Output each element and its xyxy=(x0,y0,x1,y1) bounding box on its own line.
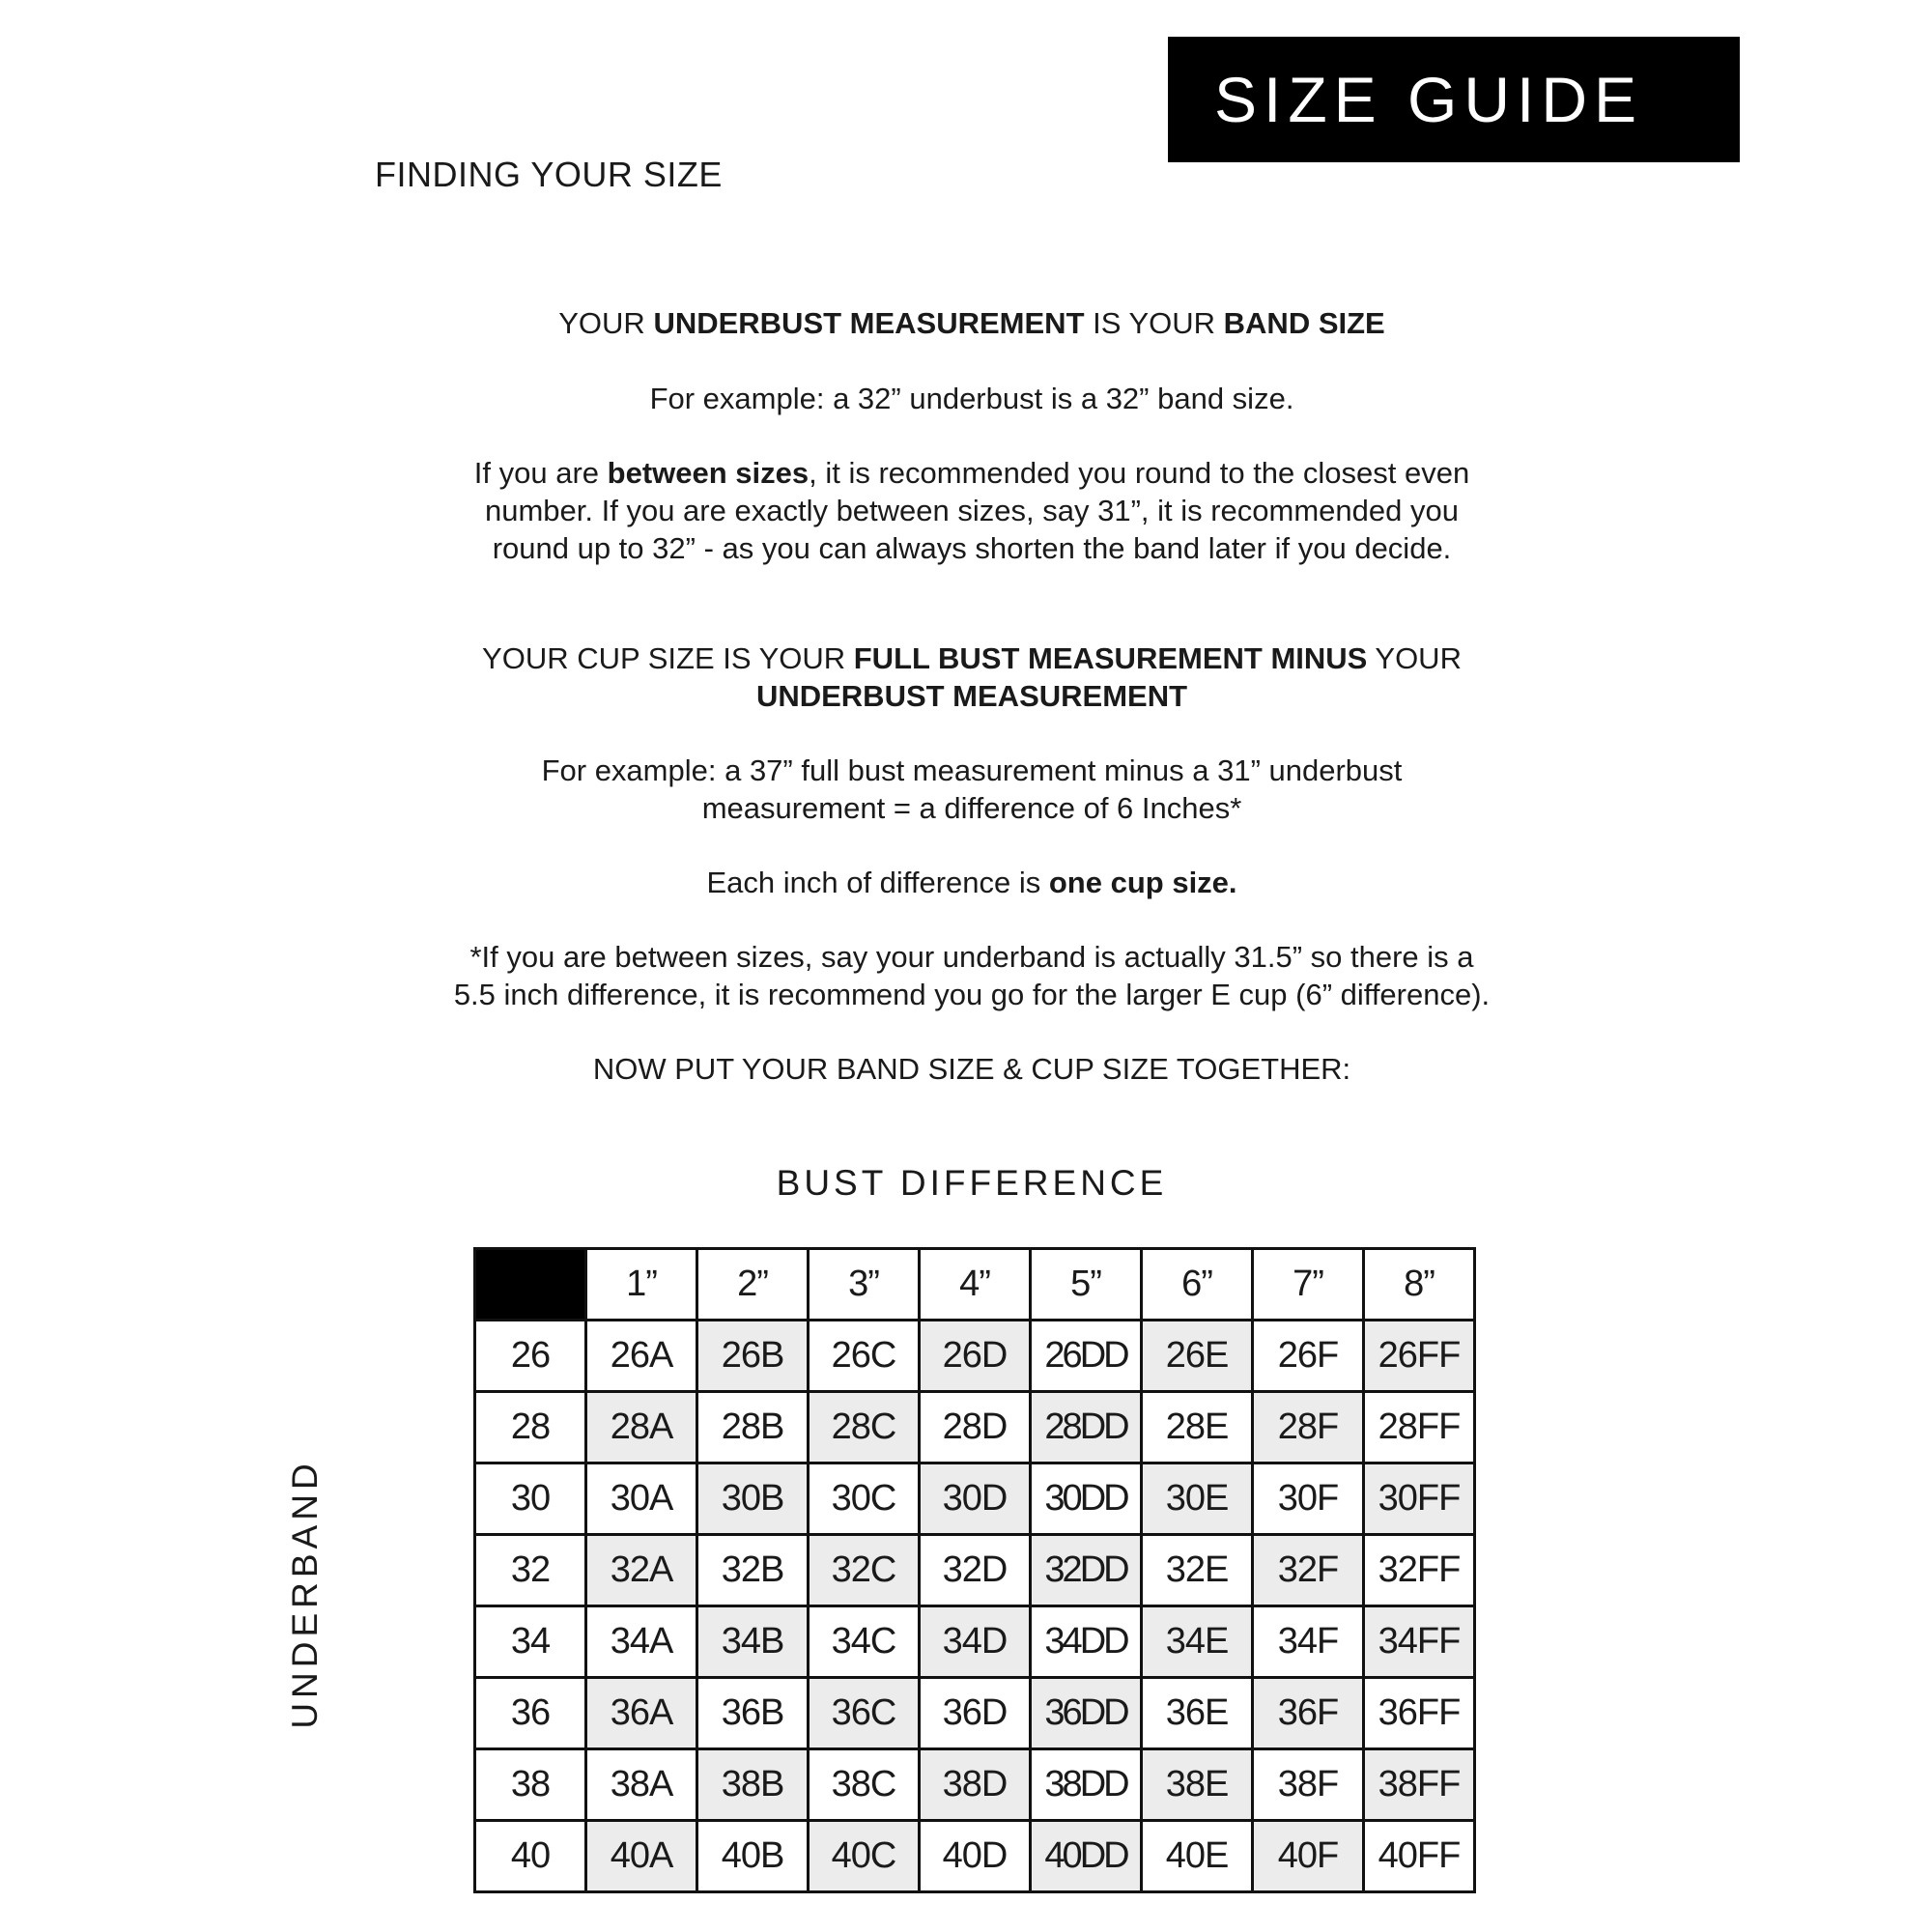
bra-size-cell: 26B xyxy=(697,1321,809,1392)
bra-size-cell: 32DD xyxy=(1031,1535,1142,1606)
bra-size-cell: 40F xyxy=(1253,1821,1364,1892)
bra-size-cell: 36B xyxy=(697,1678,809,1749)
bra-size-cell: 26D xyxy=(920,1321,1031,1392)
band-size-cell: 32 xyxy=(475,1535,586,1606)
bra-size-cell: 40D xyxy=(920,1821,1031,1892)
bra-size-cell: 28C xyxy=(809,1392,920,1463)
bra-size-cell: 34B xyxy=(697,1606,809,1678)
bra-size-cell: 38C xyxy=(809,1749,920,1821)
column-header-cell: 1” xyxy=(586,1249,697,1321)
bra-size-cell: 30D xyxy=(920,1463,1031,1535)
bra-size-cell: 30DD xyxy=(1031,1463,1142,1535)
table-row xyxy=(475,1321,1475,1392)
table-corner-cell xyxy=(475,1249,586,1321)
bra-size-cell: 38A xyxy=(586,1749,697,1821)
bra-size-cell: 40FF xyxy=(1364,1821,1475,1892)
table-row xyxy=(475,1606,1475,1678)
column-header-cell: 6” xyxy=(1142,1249,1253,1321)
bra-size-cell: 28D xyxy=(920,1392,1031,1463)
bra-size-cell: 28F xyxy=(1253,1392,1364,1463)
band-size-cell: 28 xyxy=(475,1392,586,1463)
bra-size-cell: 38DD xyxy=(1031,1749,1142,1821)
bra-size-cell: 36C xyxy=(809,1678,920,1749)
bra-size-cell: 38D xyxy=(920,1749,1031,1821)
bra-size-cell: 30E xyxy=(1142,1463,1253,1535)
bra-size-cell: 28FF xyxy=(1364,1392,1475,1463)
bra-size-cell: 26E xyxy=(1142,1321,1253,1392)
bra-size-cell: 38F xyxy=(1253,1749,1364,1821)
band-size-cell: 40 xyxy=(475,1821,586,1892)
column-header-cell: 2” xyxy=(697,1249,809,1321)
bra-size-cell: 30F xyxy=(1253,1463,1364,1535)
cup-size-heading: YOUR CUP SIZE IS YOUR FULL BUST MEASUREMENT MINUS YOUR UNDERBUST MEASUREMENT xyxy=(482,641,1462,713)
bra-size-cell: 36DD xyxy=(1031,1678,1142,1749)
table-header-row xyxy=(475,1249,1475,1321)
table-row xyxy=(475,1821,1475,1892)
between-sizes-note: *If you are between sizes, say your underband is actually 31.5” so there is a 5.5 inch difference, it is recommend you go for the larger E cup (6” difference). xyxy=(453,940,1491,1011)
bra-size-cell: 30B xyxy=(697,1463,809,1535)
bra-size-cell: 40C xyxy=(809,1821,920,1892)
size-chart-table xyxy=(473,1247,1476,1893)
bra-size-cell: 30C xyxy=(809,1463,920,1535)
column-header-cell: 8” xyxy=(1364,1249,1475,1321)
bra-size-cell: 30FF xyxy=(1364,1463,1475,1535)
bra-size-cell: 28DD xyxy=(1031,1392,1142,1463)
bust-difference-title: BUST DIFFERENCE xyxy=(776,1163,1168,1203)
bra-size-cell: 38FF xyxy=(1364,1749,1475,1821)
cup-size-example: For example: a 37” full bust measurement minus a 31” underbust measurement = a difference of 6 Inches* xyxy=(541,753,1403,825)
bra-size-cell: 34C xyxy=(809,1606,920,1678)
bra-size-cell: 34DD xyxy=(1031,1606,1142,1678)
bra-size-cell: 32F xyxy=(1253,1535,1364,1606)
bra-size-cell: 28B xyxy=(697,1392,809,1463)
column-header-cell: 7” xyxy=(1253,1249,1364,1321)
bra-size-cell: 32B xyxy=(697,1535,809,1606)
bra-size-cell: 38E xyxy=(1142,1749,1253,1821)
bra-size-cell: 38B xyxy=(697,1749,809,1821)
table-row xyxy=(475,1678,1475,1749)
column-header-cell: 4” xyxy=(920,1249,1031,1321)
column-header-cell: 5” xyxy=(1031,1249,1142,1321)
bra-size-cell: 28E xyxy=(1142,1392,1253,1463)
bra-size-cell: 32E xyxy=(1142,1535,1253,1606)
band-size-cell: 38 xyxy=(475,1749,586,1821)
bra-size-cell: 40E xyxy=(1142,1821,1253,1892)
bra-size-cell: 40B xyxy=(697,1821,809,1892)
bra-size-cell: 34E xyxy=(1142,1606,1253,1678)
bra-size-cell: 40A xyxy=(586,1821,697,1892)
page-subtitle: FINDING YOUR SIZE xyxy=(375,155,723,194)
bra-size-cell: 34D xyxy=(920,1606,1031,1678)
band-size-example: For example: a 32” underbust is a 32” band size. xyxy=(649,382,1294,415)
bra-size-cell: 34A xyxy=(586,1606,697,1678)
bra-size-cell: 28A xyxy=(586,1392,697,1463)
bra-size-cell: 36D xyxy=(920,1678,1031,1749)
bra-size-cell: 32A xyxy=(586,1535,697,1606)
combine-instruction: NOW PUT YOUR BAND SIZE & CUP SIZE TOGETHER: xyxy=(592,1052,1351,1086)
column-header-cell: 3” xyxy=(809,1249,920,1321)
bra-size-cell: 34F xyxy=(1253,1606,1364,1678)
bra-size-cell: 30A xyxy=(586,1463,697,1535)
bra-size-cell: 36F xyxy=(1253,1678,1364,1749)
bra-size-cell: 34FF xyxy=(1364,1606,1475,1678)
between-sizes-paragraph: If you are between sizes, it is recommended you round to the closest even number. If you are exactly between sizes, say 31”, it is recommended you round up to 32” - as you can always shorten the band later if you decide. xyxy=(473,456,1470,565)
size-guide-title: SIZE GUIDE xyxy=(1214,64,1644,135)
underband-axis-label: UNDERBAND xyxy=(285,1459,325,1729)
band-size-cell: 26 xyxy=(475,1321,586,1392)
band-size-cell: 36 xyxy=(475,1678,586,1749)
bra-size-cell: 36FF xyxy=(1364,1678,1475,1749)
bra-size-cell: 26C xyxy=(809,1321,920,1392)
bra-size-cell: 32D xyxy=(920,1535,1031,1606)
bra-size-cell: 26F xyxy=(1253,1321,1364,1392)
size-guide-badge xyxy=(1168,37,1740,162)
table-row xyxy=(475,1392,1475,1463)
table-row xyxy=(475,1749,1475,1821)
bra-size-cell: 36A xyxy=(586,1678,697,1749)
bra-size-cell: 40DD xyxy=(1031,1821,1142,1892)
band-size-cell: 34 xyxy=(475,1606,586,1678)
table-row xyxy=(475,1535,1475,1606)
bra-size-cell: 32FF xyxy=(1364,1535,1475,1606)
bra-size-cell: 26FF xyxy=(1364,1321,1475,1392)
bra-size-cell: 26A xyxy=(586,1321,697,1392)
table-row xyxy=(475,1463,1475,1535)
bra-size-cell: 36E xyxy=(1142,1678,1253,1749)
cup-size-rule: Each inch of difference is one cup size. xyxy=(706,866,1237,899)
band-size-heading: YOUR UNDERBUST MEASUREMENT IS YOUR BAND SIZE xyxy=(558,306,1385,340)
bra-size-cell: 32C xyxy=(809,1535,920,1606)
bra-size-cell: 26DD xyxy=(1031,1321,1142,1392)
band-size-cell: 30 xyxy=(475,1463,586,1535)
